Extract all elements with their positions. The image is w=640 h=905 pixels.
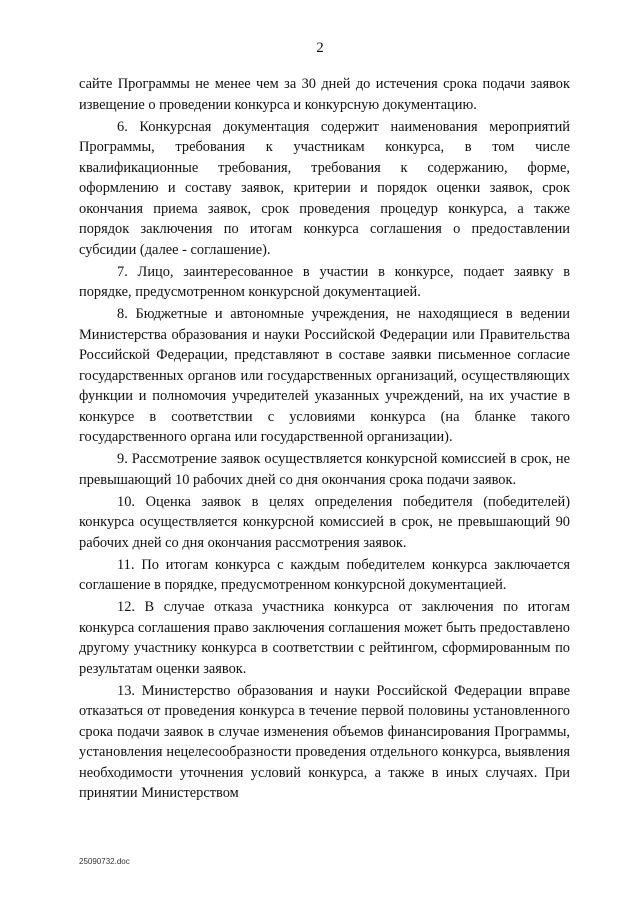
paragraph: 9. Рассмотрение заявок осуществляется конкурсной комиссией в срок, не превышающий 10 рабочих дней со дня окончания срока подачи заявок.	[79, 451, 570, 488]
paragraph: 12. В случае отказа участника конкурса от заключения по итогам конкурса соглашения право заключения соглашения может быть предоставлено другому участнику конкурса в соответствии с рейтингом, сформированным по результатам оценки заявок.	[79, 599, 570, 677]
paragraph: 8. Бюджетные и автономные учреждения, не находящиеся в ведении Министерства образования и науки Российской Федерации или Правительства Российской Федерации, представляют в составе заявки письменное согласие государственных органов или государственных организаций, осуществляющих функции и полномочия учредителей указанных учреждений, на их участие в конкурсе в соответствии с условиями конкурса (на бланке такого государственного органа или государственной организации).	[79, 306, 570, 445]
document-body	[79, 74, 570, 805]
footer-filename: 25090732.doc	[79, 857, 130, 866]
paragraph: 10. Оценка заявок в целях определения победителя (победителей) конкурса осуществляется конкурсной комиссией в срок, не превышающий 90 рабочих дней со дня окончания рассмотрения заявок.	[79, 493, 570, 551]
paragraph: сайте Программы не менее чем за 30 дней до истечения срока подачи заявок извещение о проведении конкурса и конкурсную документацию.	[79, 76, 570, 113]
paragraph: 13. Министерство образования и науки Российской Федерации вправе отказаться от проведения конкурса в течение первой половины установленного срока подачи заявок в случае изменения объемов финансирования Программы, установления нецелесообразности проведения отдельного конкурса, выявления необходимости уточнения условий конкурса, а также в иных случаях. При принятии Министерством	[79, 682, 570, 801]
page-number: 2	[316, 40, 324, 56]
paragraph: 6. Конкурсная документация содержит наименования мероприятий Программы, требования к участникам конкурса, в том числе квалификационные требования, требования к содержанию, форме, оформлению и составу заявок, критерии и порядок оценки заявок, срок окончания приема заявок, срок проведения процедур конкурса, а также порядок заключения по итогам конкурса соглашения о предоставлении субсидии (далее - соглашение).	[79, 118, 570, 258]
paragraph: 11. По итогам конкурса с каждым победителем конкурса заключается соглашение в порядке, предусмотренном конкурсной документацией.	[79, 556, 570, 593]
paragraph: 7. Лицо, заинтересованное в участии в конкурсе, подает заявку в порядке, предусмотренном конкурсной документацией.	[79, 263, 570, 300]
